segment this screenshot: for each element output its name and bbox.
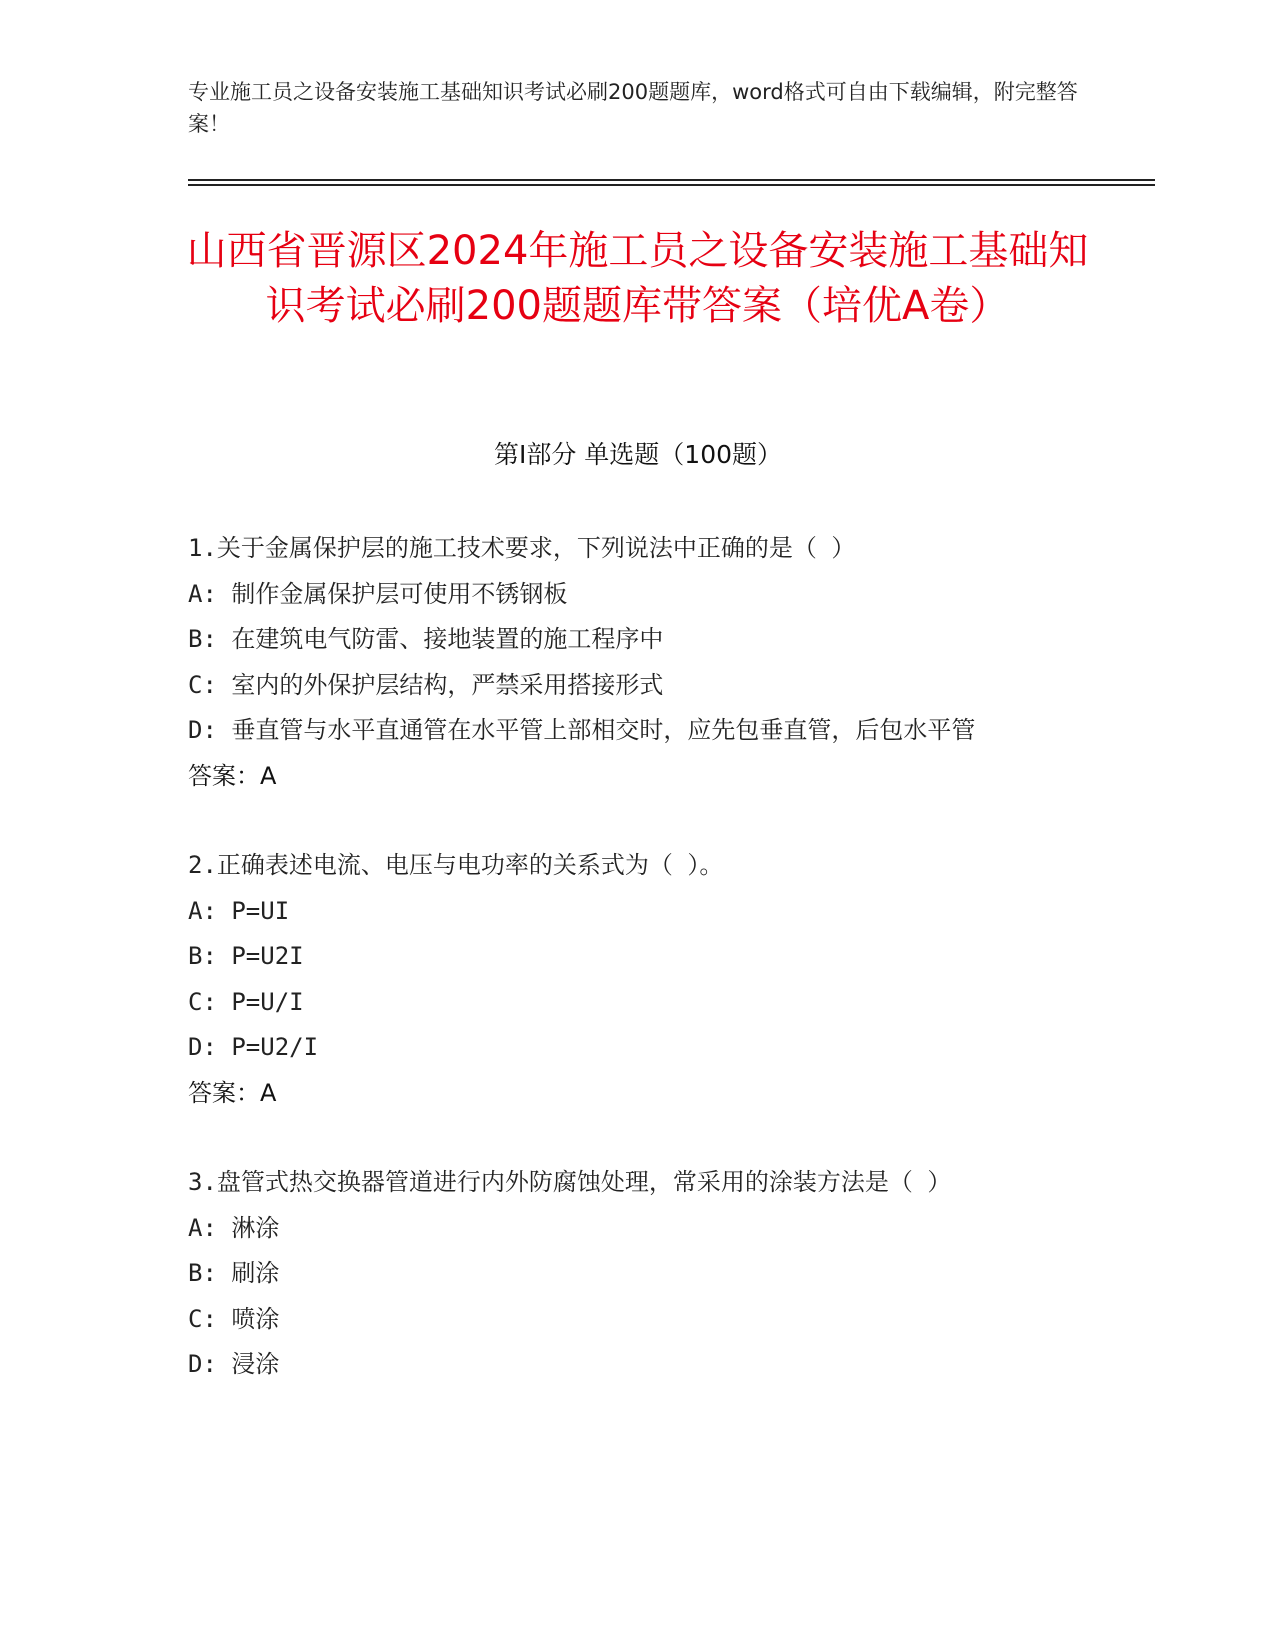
- option-a: A: P=UI: [188, 896, 290, 925]
- document-title: 山西省晋源区2024年施工员之设备安装施工基础知识考试必刷200题题库带答案（培优A卷）: [186, 228, 1089, 329]
- question-stem: 1.关于金属保护层的施工技术要求，下列说法中正确的是（ ）: [188, 534, 856, 562]
- question-1: [188, 526, 1088, 799]
- option-a: A: 制作金属保护层可使用不锈钢板: [188, 579, 568, 608]
- option-c: C: 室内的外保护层结构，严禁采用搭接形式: [188, 670, 664, 699]
- question-2: [188, 843, 1088, 1116]
- question-stem: 3.盘管式热交换器管道进行内外防腐蚀处理，常采用的涂装方法是（ ）: [188, 1168, 952, 1196]
- question-list: [188, 526, 1088, 1432]
- section-title: 第I部分 单选题（100题）: [493, 440, 783, 469]
- option-d: D: 垂直管与水平直通管在水平管上部相交时，应先包垂直管，后包水平管: [188, 716, 976, 744]
- header-note: 专业施工员之设备安装施工基础知识考试必刷200题题库，word格式可自由下载编辑，附完整答案！: [188, 80, 1078, 136]
- header-divider-top: [188, 179, 1155, 181]
- question-stem: 2.正确表述电流、电压与电功率的关系式为（ ）。: [188, 851, 724, 879]
- option-c: C: 喷涂: [188, 1304, 280, 1333]
- option-d: D: P=U2/I: [188, 1033, 319, 1061]
- question-3: [188, 1160, 1088, 1388]
- option-b: B: 在建筑电气防雷、接地装置的施工程序中: [188, 625, 664, 653]
- option-a: A: 淋涂: [188, 1213, 280, 1242]
- option-c: C: P=U/I: [188, 987, 304, 1016]
- option-b: B: P=U2I: [188, 942, 304, 970]
- answer-text: 答案：A: [188, 1078, 277, 1107]
- option-b: B: 刷涂: [188, 1259, 280, 1287]
- option-d: D: 浸涂: [188, 1350, 280, 1378]
- header-divider-bottom: [188, 184, 1155, 186]
- answer-text: 答案：A: [188, 761, 277, 790]
